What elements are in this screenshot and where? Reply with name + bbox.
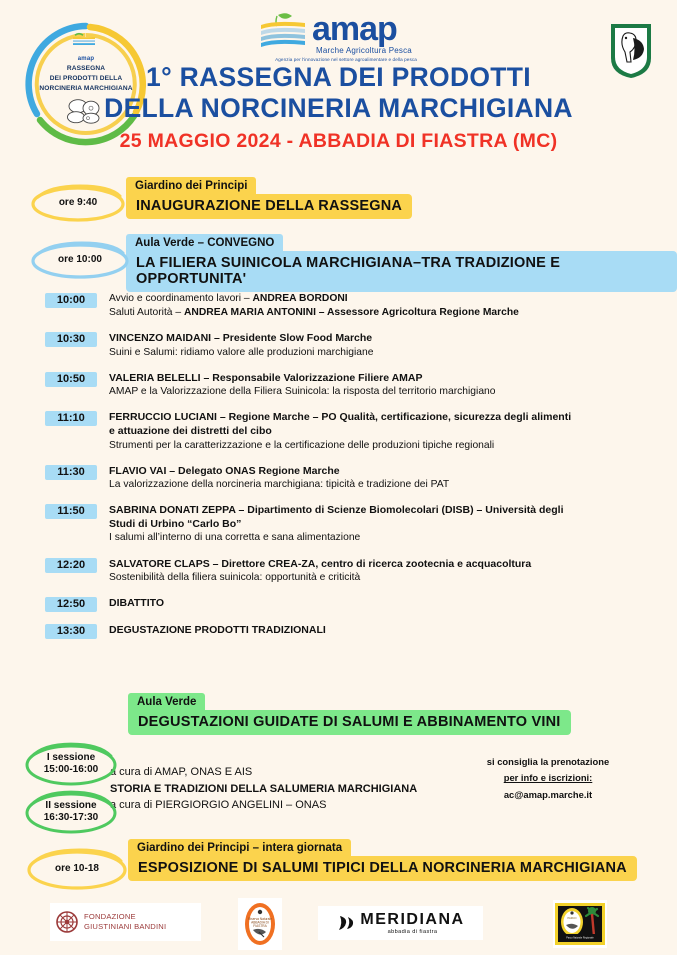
schedule-body	[109, 596, 677, 612]
schedule-body	[109, 557, 677, 585]
banner-venue-inaugurazione: Giardino dei Principi	[126, 177, 256, 194]
schedule-line: Studi di Urbino “Carlo Bo”	[109, 518, 242, 531]
schedule-list	[0, 292, 677, 650]
schedule-line: DEGUSTAZIONE PRODOTTI TRADIZIONALI	[109, 624, 326, 636]
rassegna-logo-line-2: DEI PRODOTTI DELLA	[49, 75, 123, 83]
amap-wordmark: amap	[312, 10, 397, 48]
banner-inaugurazione	[126, 176, 412, 219]
banner-venue-esposizione: Giardino dei Principi – intera giornata	[128, 839, 351, 856]
banner-title-esposizione: ESPOSIZIONE DI SALUMI TIPICI DELLA NORCINERIA MARCHIGIANA	[128, 856, 637, 881]
schedule-row	[0, 410, 677, 453]
schedule-time-badge: 10:30	[45, 332, 97, 347]
schedule-row	[0, 503, 677, 546]
schedule-body	[109, 331, 677, 359]
schedule-line: Saluti Autorità – ANDREA MARIA ANTONINI – Assessore Agricoltura Regione Marche	[109, 307, 519, 319]
time-oval-label: ore 10:00	[58, 254, 102, 265]
svg-text:Riserva Naturale: Riserva Naturale	[248, 917, 272, 921]
schedule-line: Strumenti per la caratterizzazione e la certificazione delle produzioni tipiche regionali	[109, 439, 495, 451]
amap-logo	[256, 10, 436, 66]
time-oval-label: ore 10-18	[55, 863, 99, 874]
schedule-time-badge: 12:20	[45, 558, 97, 573]
schedule-row	[0, 557, 677, 585]
banner-title-convegno: LA FILIERA SUINICOLA MARCHIGIANA–TRA TRADIZIONE E OPPORTUNITA'	[126, 251, 677, 292]
riserva-emblem-icon	[243, 900, 277, 948]
schedule-line: e attuazione dei distretti del cibo	[109, 425, 272, 438]
schedule-line: Suini e Salumi: ridiamo valore alle produzioni marchigiane	[109, 346, 374, 358]
schedule-row	[0, 371, 677, 399]
rassegna-logo-line-1: RASSEGNA	[66, 65, 106, 73]
session-oval-1	[22, 742, 120, 786]
meridiana-logo	[318, 906, 483, 940]
schedule-line: SALVATORE CLAPS – Direttore CREA-ZA, centro di ricerca zootecnia e acquacoltura	[109, 557, 532, 570]
footer-sponsor-logos	[0, 896, 677, 955]
session-oval-text	[44, 800, 98, 824]
time-oval-label: ore 9:40	[58, 197, 98, 208]
parco-logo	[553, 900, 607, 948]
tasting-details	[110, 764, 417, 814]
tasting-detail-line: STORIA E TRADIZIONI DELLA SALUMERIA MARCHIGIANA	[110, 782, 418, 795]
tasting-detail-line: a cura di PIERGIORGIO ANGELINI – ONAS	[110, 799, 327, 811]
schedule-line: Avvio e coordinamento lavori – ANDREA BORDONI	[109, 293, 348, 304]
schedule-line: VALERIA BELELLI – Responsabile Valorizzazione Filiere AMAP	[109, 371, 423, 384]
meridiana-mark-icon	[336, 913, 356, 933]
booking-info-label: per info e iscrizioni:	[503, 772, 593, 784]
schedule-row	[0, 331, 677, 359]
riserva-naturale-logo	[238, 898, 282, 950]
banner-esposizione	[128, 838, 637, 881]
schedule-row	[0, 596, 677, 612]
schedule-line: AMAP e la Valorizzazione della Filiera Suinicola: la risposta del territorio marchigiano	[109, 385, 496, 397]
schedule-time-badge: 11:10	[45, 411, 97, 426]
schedule-row	[0, 623, 677, 639]
schedule-time-badge: 13:30	[45, 624, 97, 639]
poster-title-line-2: DELLA NORCINERIA MARCHIGIANA	[104, 93, 573, 124]
banner-title-inaugurazione: INAUGURAZIONE DELLA RASSEGNA	[126, 194, 412, 219]
schedule-time-badge: 10:00	[45, 293, 97, 308]
rassegna-logo-line-3: NORCINERIA MARCHIGIANA	[39, 84, 133, 92]
rosette-icon	[56, 911, 78, 933]
meridiana-wordmark: MERIDIANA	[360, 911, 465, 928]
banner-degustazioni	[128, 692, 571, 735]
schedule-body	[109, 464, 677, 492]
time-oval-expo	[24, 847, 130, 891]
schedule-line: I salumi all’interno di una corretta e sana alimentazione	[109, 532, 361, 544]
schedule-time-badge: 11:50	[45, 504, 97, 519]
banner-title-degustazioni: DEGUSTAZIONI GUIDATE DI SALUMI E ABBINAMENTO VINI	[128, 710, 571, 735]
schedule-body	[109, 292, 677, 320]
booking-contact	[448, 754, 648, 803]
schedule-line: VINCENZO MAIDANI – Presidente Slow Food Marche	[109, 332, 373, 345]
svg-text:Parco Naturale Regionale: Parco Naturale Regionale	[566, 936, 594, 940]
schedule-body	[109, 410, 677, 453]
schedule-body	[109, 503, 677, 546]
amap-tagline: Agenzia per l'innovazione nel settore agroalimentare e della pesca	[275, 57, 417, 62]
poster-title-line-1: 1° RASSEGNA DEI PRODOTTI	[146, 62, 531, 92]
svg-text:FIASTRA: FIASTRA	[253, 924, 267, 928]
schedule-line: FERRUCCIO LUCIANI – Regione Marche – PO Qualità, certificazione, sicurezza degli alimenti	[109, 411, 572, 424]
session-ovals	[22, 742, 120, 834]
schedule-line: SABRINA DONATI ZEPPA – Dipartimento di Scienze Biomolecolari (DISB) – Università degli	[109, 504, 564, 517]
tasting-detail-line: a cura di AMAP, ONAS E AIS	[110, 766, 253, 778]
schedule-time-badge: 12:50	[45, 597, 97, 612]
mini-amap-wordmark: amap	[77, 56, 95, 63]
amap-subtitle: Marche Agricoltura Pesca	[316, 46, 412, 55]
banner-venue-degustazioni: Aula Verde	[128, 693, 205, 710]
time-oval-convegno	[28, 240, 132, 280]
schedule-line: FLAVIO VAI – Delegato ONAS Regione Marche	[109, 464, 340, 477]
meridiana-subtitle: abbadia di fiastra	[387, 929, 438, 935]
session-oval-2	[22, 790, 120, 834]
schedule-row	[0, 292, 677, 320]
poster-header	[0, 0, 677, 162]
schedule-line: La valorizzazione della norcineria marchigiana: tipicità e tradizione dei PAT	[109, 478, 450, 490]
session-label: I sessione	[46, 752, 96, 763]
booking-note: si consiglia la prenotazione	[486, 756, 610, 767]
amap-wave-icon	[258, 12, 312, 54]
schedule-body	[109, 371, 677, 399]
banner-convegno	[126, 233, 677, 292]
session-time: 16:30-17:30	[43, 812, 99, 823]
fondazione-giustiniani-bandini-logo	[50, 903, 201, 941]
session-oval-text	[44, 752, 98, 776]
banner-venue-convegno: Aula Verde – CONVEGNO	[126, 234, 283, 251]
fondazione-name-line-2: GIUSTINIANI BANDINI	[84, 922, 167, 931]
parco-emblem-icon	[554, 902, 606, 946]
schedule-row	[0, 464, 677, 492]
svg-text:PARCO: PARCO	[567, 917, 577, 920]
schedule-time-badge: 10:50	[45, 372, 97, 387]
schedule-line: DIBATTITO	[109, 597, 165, 609]
schedule-line: Sostenibilità della filiera suinicola: opportunità e criticità	[109, 571, 361, 583]
fondazione-name-line-1: FONDAZIONE	[84, 911, 136, 921]
schedule-body	[109, 623, 677, 639]
poster-title-block	[0, 62, 677, 153]
time-oval-inaugurazione	[28, 183, 128, 223]
schedule-time-badge: 11:30	[45, 465, 97, 480]
mini-amap-wave-icon	[71, 32, 101, 52]
session-label: II sessione	[45, 800, 97, 811]
poster-date-line: 25 MAGGIO 2024 - ABBADIA DI FIASTRA (MC)	[119, 129, 558, 152]
booking-email[interactable]: ac@amap.marche.it	[503, 788, 593, 800]
svg-text:ABBADIA DI: ABBADIA DI	[251, 920, 269, 925]
session-time: 15:00-16:00	[43, 764, 99, 775]
